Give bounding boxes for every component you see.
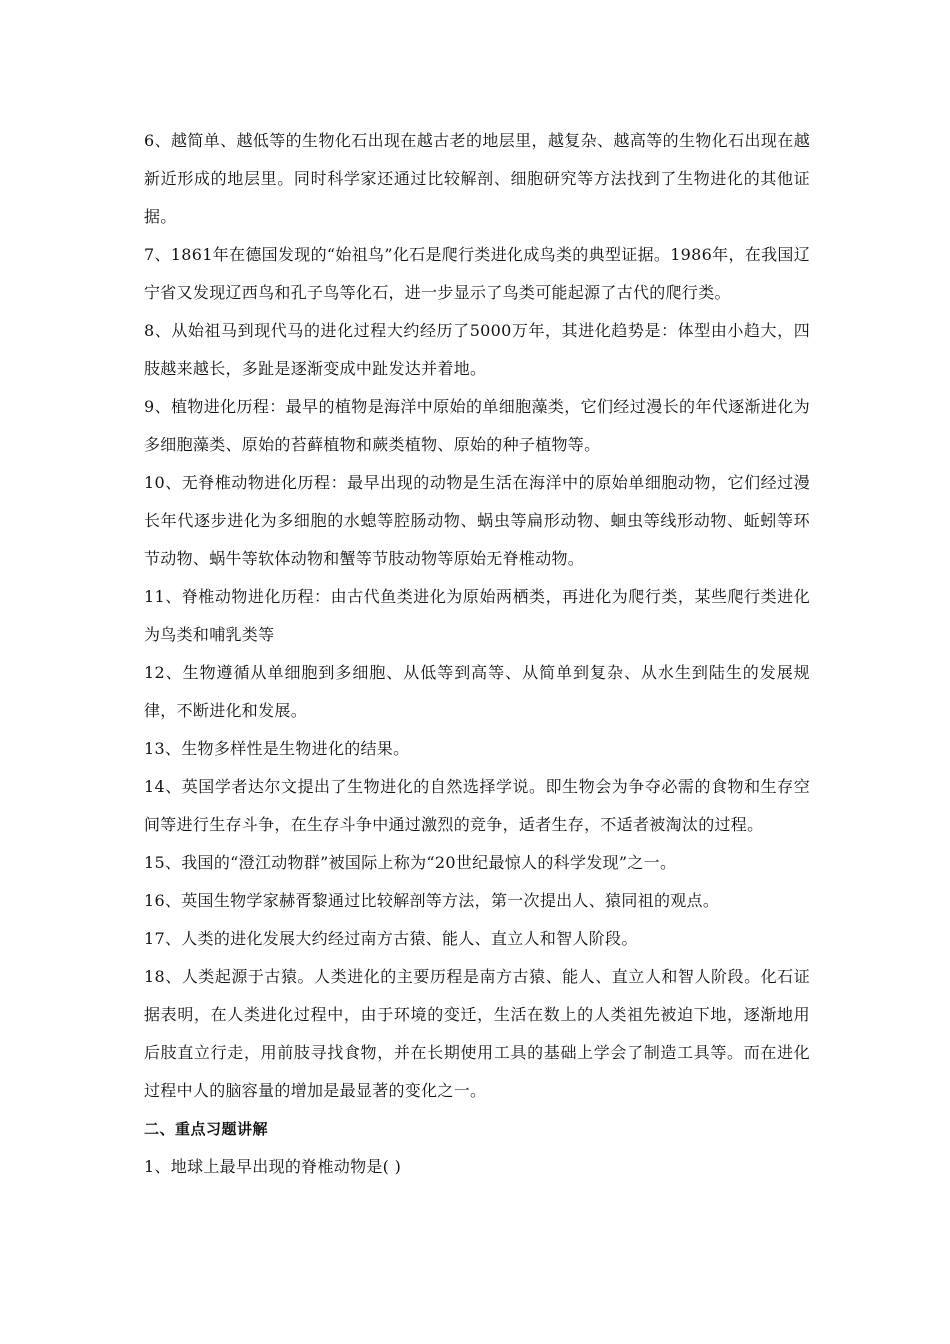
document-body	[144, 122, 810, 1186]
paragraph-12: 12、生物遵循从单细胞到多细胞、从低等到高等、从简单到复杂、从水生到陆生的发展规律，不断进化和发展。	[144, 663, 810, 720]
paragraph-13: 13、生物多样性是生物进化的结果。	[144, 739, 410, 758]
paragraph-17: 17、人类的进化发展大约经过南方古猿、能人、直立人和智人阶段。	[144, 929, 638, 948]
paragraph-10: 10、无脊椎动物进化历程：最早出现的动物是生活在海洋中的原始单细胞动物，它们经过漫长年代逐步进化为多细胞的水螅等腔肠动物、蜗虫等扁形动物、蛔虫等线形动物、蚯蚓等环节动物、蜗牛等软体动物和蟹等节肢动物等原始无脊椎动物。	[144, 473, 810, 568]
paragraph-9: 9、植物进化历程：最早的植物是海洋中原始的单细胞藻类，它们经过漫长的年代逐渐进化为多细胞藻类、原始的苔藓植物和蕨类植物、原始的种子植物等。	[144, 397, 810, 454]
paragraph-18: 18、人类起源于古猿。人类进化的主要历程是南方古猿、能人、直立人和智人阶段。化石证据表明，在人类进化过程中，由于环境的变迁，生活在数上的人类祖先被迫下地，逐渐地用后肢直立行走，用前肢寻找食物，并在长期使用工具的基础上学会了制造工具等。而在进化过程中人的脑容量的增加是最显著的变化之一。	[144, 967, 810, 1100]
paragraph-7: 7、1861年在德国发现的“始祖鸟”化石是爬行类进化成鸟类的典型证据。1986年，在我国辽宁省又发现辽西鸟和孔子鸟等化石，进一步显示了鸟类可能起源了古代的爬行类。	[144, 245, 810, 302]
paragraph-16: 16、英国生物学家赫胥黎通过比较解剖等方法，第一次提出人、猿同祖的观点。	[144, 891, 720, 910]
paragraph-14: 14、英国学者达尔文提出了生物进化的自然选择学说。即生物会为争夺必需的食物和生存空间等进行生存斗争，在生存斗争中通过激烈的竞争，适者生存，不适者被淘汰的过程。	[144, 777, 810, 834]
paragraph-6: 6、越简单、越低等的生物化石出现在越古老的地层里，越复杂、越高等的生物化石出现在越新近形成的地层里。同时科学家还通过比较解剖、细胞研究等方法找到了生物进化的其他证据。	[144, 131, 810, 226]
paragraph-8: 8、从始祖马到现代马的进化过程大约经历了5000万年，其进化趋势是：体型由小趋大，四肢越来越长，多趾是逐渐变成中趾发达并着地。	[144, 321, 810, 378]
paragraph-11: 11、脊椎动物进化历程：由古代鱼类进化为原始两栖类，再进化为爬行类，某些爬行类进化为鸟类和哺乳类等	[144, 587, 810, 644]
question-1: 1、地球上最早出现的脊椎动物是( )	[144, 1157, 402, 1176]
paragraph-15: 15、我国的“澄江动物群”被国际上称为“20世纪最惊人的科学发现”之一。	[144, 853, 677, 872]
section-heading: 二、重点习题讲解	[144, 1120, 269, 1138]
